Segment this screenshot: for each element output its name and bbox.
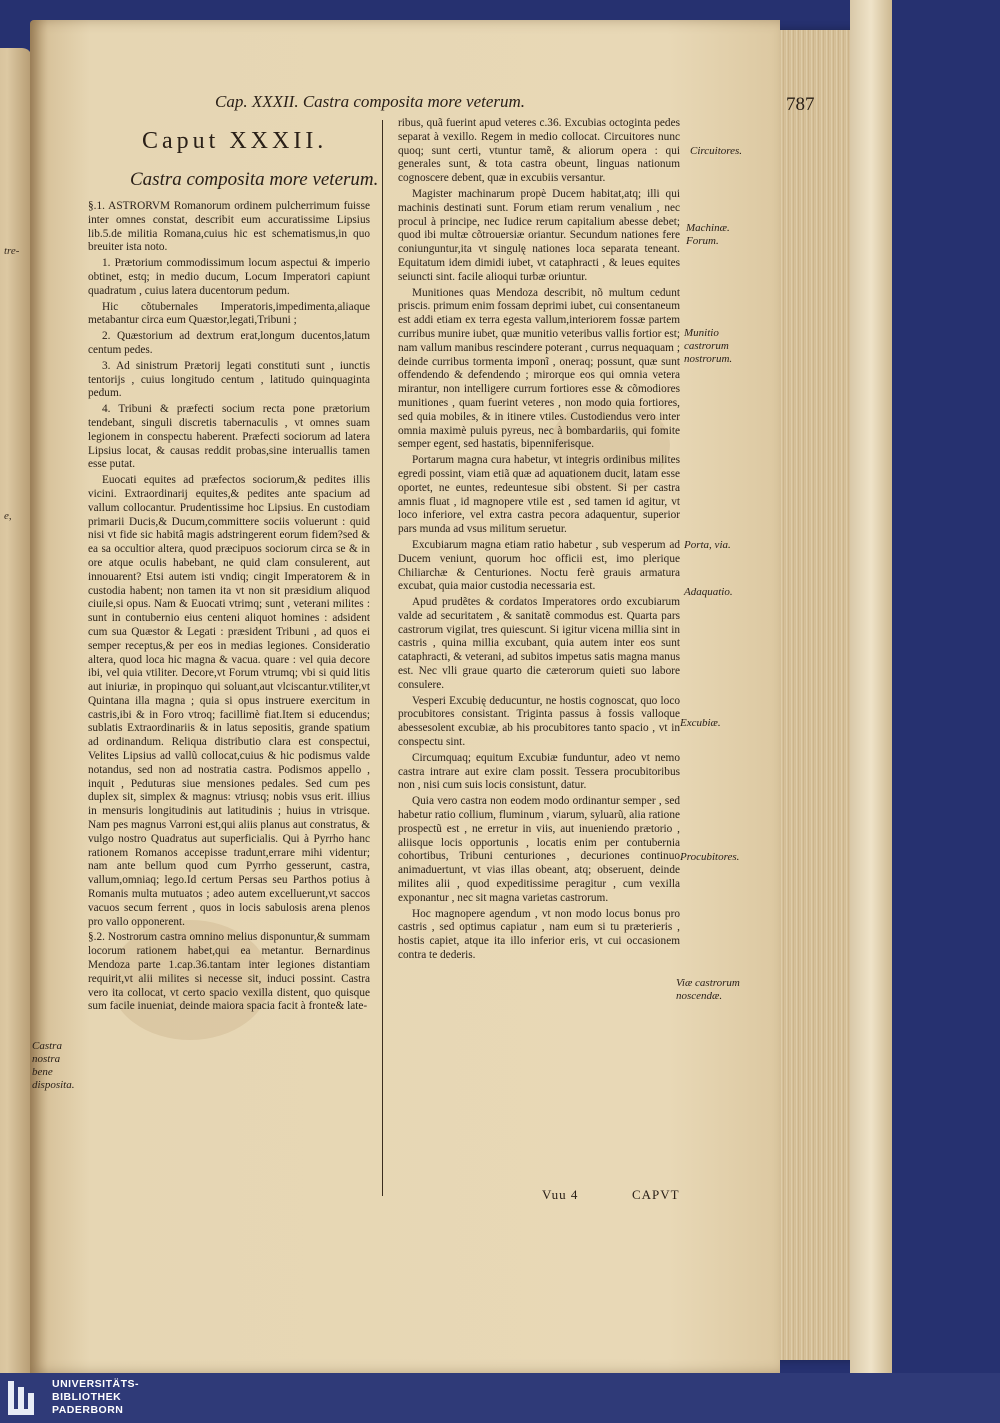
library-footer	[0, 1373, 1000, 1423]
paragraph: 4. Tribuni & præfecti socium recta pone prætorium tendebant, singuli discretis tabernaculis , vt omnes suam legionem in conspectu haberent. Præfecti sociorum ad latera Lipsius locat, & causas reddit probas,sine interuallis tamen esse putat.	[88, 403, 370, 471]
paragraph: Hoc magnopere agendum , vt non modo locus bonus pro castris , sed optimus capiatur , nam eum si tu præterieris , hostis capiet, atque ita illo inferior eris, vt cui occasionem contra te dederis.	[398, 907, 680, 962]
paragraph: 3. Ad sinistrum Prætorij legati constituti sunt , iunctis tentorijs , cuius longitudo centum , latitudo quinquaginta pedum.	[88, 359, 370, 400]
facing-page-fragment: tre-	[4, 245, 20, 257]
paragraph: Vesperi Excubię deducuntur, ne hostis cognoscat, quo loco procubitores consistant. Triginta passus à fossis valloque abessesolent excubiæ, ab his procubitores tanto spacio , vt in conspectu sint.	[398, 694, 680, 749]
paragraph: Apud prudẽtes & cordatos Imperatores ordo excubiarum valde ad securitatem , & sanitatẽ commodus est. Quarta pars castrorum vigilat, tres quiescunt. Si igitur vicena millia sint in castris , quina millia excubant, quia autem inter eos sunt cataphracti, & veterani, ad subitos impetus satis magna manus est. Nec vlli graue quarto die cæterorum quieti suo labore consulere.	[398, 596, 680, 691]
running-head: Cap. XXXII. Castra composita more veterum.	[215, 92, 526, 111]
margin-note-excubiae: Excubiæ.	[680, 717, 721, 729]
library-name-line: PADERBORN	[52, 1404, 124, 1416]
paragraph: 2. Quæstorium ad dextrum erat,longum ducentos,latum centum pedes.	[88, 330, 370, 356]
paragraph: Euocati equites ad præfectos sociorum,& pedites illis vicini. Extraordinarij equites,& pedites ante spacium ad vallum collocantur. Prudentissime hoc Lipsius. En custodiam primarii Ducis,& Ducum,committere sociis voluerunt : quid nisi vt fide sic habitâ magis adstringerent eorum fidem?sed & ea sa occultior altera, quod præcipuos sociorum circa se & in ore atque oculis habebant, ne quid clam consulerent, aut innouarent? Etsi autem isti vndiq; cingit Imperatorem & in custodia habent; non tamen ita vt non sit præsidium aliquod ciuile,si opus. Nam & Euocati vtrimq; sunt , veterani milites : sunt in contubernio eius centeni aliquot homines : adsident cum sua Quæstor & Legati : præsident Tribuni , ad quos ei semper receptus,& per eos in medias legiones. Consideratio altera, quod loca hic magna & vacua. quare : vel quia decore ibi, vel quia vtiliter. Decore,vt Forum vtrumq; vbi si quid litis aut iniuriæ, in propinquo qui soluant,aut vlciscantur.vtiliter,vt Quintana illa magna ; quia si opus instruere exercitum in castris,ibi & in Foro vtroq; facillimè fiat.Item si educendus; sublatis Extraordinariis & in latus sepositis, grande spatium ad ordinandum. Reliqua distributio clara est conspectui, Velites Lipsius ad vallũ collocat,cuius & hic podismus valde notandus, sed non ad nostratia castra. Podismos appello , inquit , Peduturas siue mensiones pedales. Sed cum pes duplex sit, simplex & magnus: vtriusq; nobis vsus erit. illius in mensuris longitudinis aut latitudinis ; huius in vtrisque. Nam pes magnus Varroni est,qui aliis planus aut constratus, & vulgo nostro Quadratus aut superficialis. Qui à Pyrrho hanc rationem Romanos accepisse tradunt,errare mihi videntur; nam ante bellum quod cum Pyrrho gesserunt, castra, vallum,omniaq; lego.Id certum Persas seu Parthos potius à Romanis multa mutuatos ; adeo autem excelluerunt,vt saccos vacuos secum ferrent , quos in locis sabulosis arena plenos pro vallo opponerent.	[88, 474, 370, 928]
margin-note-viae: Viæ castrorum noscendæ.	[676, 977, 740, 1002]
chapter-subtitle: Castra composita more veterum.	[130, 169, 379, 190]
facing-page-fragment: e,	[4, 510, 12, 522]
library-logo-icon	[8, 1381, 38, 1415]
catchword: CAPVT	[632, 1187, 680, 1202]
margin-note-procubitores: Procubitores.	[680, 851, 740, 863]
margin-note-machinae: Machinæ. Forum.	[686, 222, 730, 247]
margin-note-porta: Porta, via.	[684, 539, 731, 551]
library-name	[52, 1378, 139, 1417]
paragraph: §.1. ASTRORVM Romanorum ordinem pulcherrimum fuisse inter omnes constat, describit eum accuratissime Lipsius lib.5.de militia Romana,cuius hic est schematismus,in quo breuiter ista noto.	[88, 200, 370, 254]
paragraph: 1. Prætorium commodissimum locum aspectui & imperio obtinet, estq; in medio ducum, Locum Imperatori capiunt quadratum , cuius latera ducentorum pedum.	[88, 257, 370, 297]
paragraph: ribus, quã fuerint apud veteres c.36. Excubias octoginta pedes separat à vexillo. Regem in medio collocat. Circuitores nunc quoq; sunt certi, vtuntur tamẽ, & aliorum opera : qui generales sunt, & tota castra obeunt, linguas nationum cognoscere debent, quæ in excubiis versantur.	[398, 117, 680, 185]
paragraph: Magister machinarum propè Ducem habitat,atq; illi qui machinis destinati sunt. Forum etiam rerum venalium , nec procul à principe, nec Iudice rerum capitalium abesse debet; quod ibi multæ cõtrouersiæ oriantur. Secundum nationes fere coniunguntur,ita vt singulę nationes loca separata teneant. Equitatum idem dimidi iubet, vt cataphracti , & leues equites seiuncti sint. facile alioqui turbæ oriuntur.	[398, 187, 680, 283]
paragraph: §.2. Nostrorum castra omnino melius disponuntur,& summam locorum rationem habet,qui ea metantur. Bernardinus Mendoza parte 1.cap.36.tantam inter legiones distantiam requirit,vt alii milites si necesse sit, induci possint. Castra vero ita collocat, vt certo spacio vexilla distent, quo quisque sum facile inueniat, deinde maiora spacia facit à fronte& late-	[88, 931, 370, 1013]
margin-note-adaquatio: Adaquatio.	[684, 586, 733, 598]
chapter-title: Caput XXXII.	[142, 128, 328, 154]
left-text-column	[88, 200, 370, 1016]
margin-note-castra-bene: Castra nostra bene disposita.	[32, 1040, 75, 1091]
paragraph: Quia vero castra non eodem modo ordinantur semper , sed habetur ratio collium, fluminum , viarum, syluarũ, alia ratione prospectũ est , ne erretur in viis, aut inueniendo prætorio , aliisque locis opportunis , locatis enim per contubernia cohortibus, Tribuni centuriones , decuriones continuo animaduertunt, vt vias illas obeant, atq; obseruent, deinde milites alii , quod expeditissime peragitur , cum vexilla exponantur , nec sit magna varietas castrorum.	[398, 795, 680, 904]
paragraph: Excubiarum magna etiam ratio habetur , sub vesperum ad Ducem veniunt, quorum hoc officii est, imo plerique Chiliarchæ & Centuriones. Noctu ferè grauis armatura excubat, quia maior custodia necessaria est.	[398, 538, 680, 593]
book-cover-edge	[850, 0, 892, 1373]
signature-mark: Vuu 4	[542, 1187, 579, 1202]
margin-note-circuitores: Circuitores.	[690, 145, 743, 157]
library-name-line: UNIVERSITÄTS-	[52, 1378, 140, 1390]
library-name-line: BIBLIOTHEK	[52, 1391, 122, 1403]
margin-note-munitio: Munitio castrorum nostrorum.	[684, 327, 733, 365]
paragraph: Hic cõtubernales Imperatoris,impedimenta,aliaque metabantur circa eum Quæstor,legati,Tribuni ;	[88, 300, 370, 327]
column-divider	[382, 120, 383, 1196]
facing-page-edge	[0, 48, 32, 1373]
paragraph: Portarum magna cura habetur, vt integris ordinibus milites egredi possint, viam etiã quæ ad aquationem ducit, latam esse oportet, ne euntes, redeuntesue sibi obstent. Si per castra amnis fluat , id magnopere vtile est , sed tamen id agitur, vt loco inferiore, vel extra castra pecora adaquentur, superior pars munda ad vsus militum seruetur.	[398, 454, 680, 536]
paragraph: Munitiones quas Mendoza describit, nõ multum cedunt priscis. primum enim fossam deprimi iubet, cui consentaneum est addi etiam ex terra egesta vallum,interiorem fossæ partem curribus munire iubet, quæ munitio veteribus vallis fortior est; nam vallum manibus rescindere poterant , currus nequaquam ; deinde curribus tormenta imponĩ , oneraq; possunt, quæ sunt offendendo & defendendo ; mirorque eos qui omnia vetera mirantur, non intelligere currum fortiores esse & cõmodiores munitiones , quam fuerint veteres , non modo quia fortiores, sed quia mobiles, & in itinere vtiles. Custodiendus vero inter omnia maximè puluis pyreus, nec à bombardariis, qui fomite semper egent, sed hastatis, bipenniferisque.	[398, 286, 680, 451]
right-text-column	[398, 117, 680, 965]
page-number: 787	[786, 94, 815, 115]
paragraph: Circumquaq; equitum Excubiæ funduntur, adeo vt nemo castra intrare aut exire clam possit. Tessera procubitoribus non , nisi cum suis locis consistunt, datur.	[398, 751, 680, 792]
